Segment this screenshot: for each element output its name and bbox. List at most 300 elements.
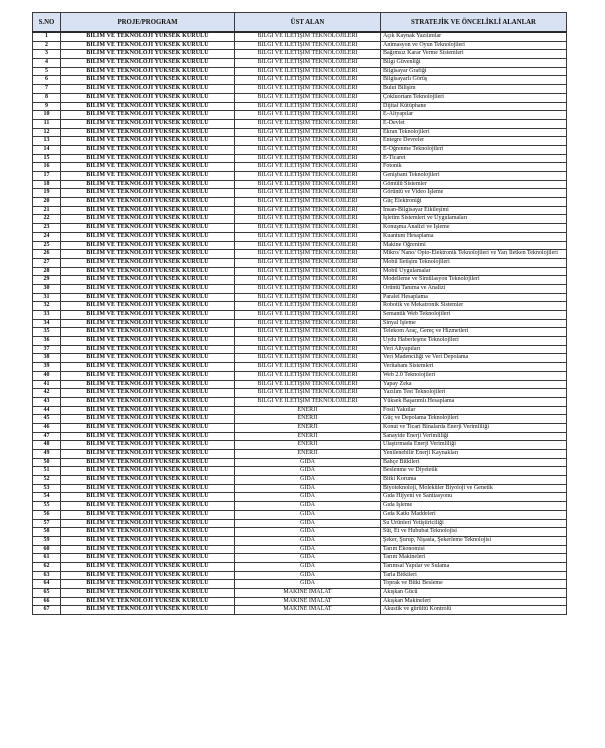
cell-program: BİLİM VE TEKNOLOJİ YÜKSEK KURULU: [61, 484, 235, 493]
cell-ust-alan: BİLGİ VE İLETİŞİM TEKNOLOJİLERİ: [235, 389, 381, 398]
cell-program: BİLİM VE TEKNOLOJİ YÜKSEK KURULU: [61, 528, 235, 537]
cell-ust-alan: BİLGİ VE İLETİŞİM TEKNOLOJİLERİ: [235, 276, 381, 285]
cell-program: BİLİM VE TEKNOLOJİ YÜKSEK KURULU: [61, 589, 235, 598]
cell-ust-alan: GIDA: [235, 571, 381, 580]
cell-ust-alan: GIDA: [235, 536, 381, 545]
table-row: [33, 180, 567, 189]
cell-program: BİLİM VE TEKNOLOJİ YÜKSEK KURULU: [61, 119, 235, 128]
cell-program: BİLİM VE TEKNOLOJİ YÜKSEK KURULU: [61, 137, 235, 146]
cell-stratejik-alan: Su Ürünleri Yetiştiriciliği: [381, 519, 567, 528]
cell-program: BİLİM VE TEKNOLOJİ YÜKSEK KURULU: [61, 111, 235, 120]
cell-stratejik-alan: Tarım Ekonomisi: [381, 545, 567, 554]
cell-stratejik-alan: Sinyal İşleme: [381, 319, 567, 328]
table-row: [33, 328, 567, 337]
cell-ust-alan: BİLGİ VE İLETİŞİM TEKNOLOJİLERİ: [235, 397, 381, 406]
cell-program: BİLİM VE TEKNOLOJİ YÜKSEK KURULU: [61, 41, 235, 50]
header-ust-alan: ÜST ALAN: [235, 13, 381, 33]
cell-ust-alan: BİLGİ VE İLETİŞİM TEKNOLOJİLERİ: [235, 337, 381, 346]
cell-sno: 24: [33, 232, 61, 241]
cell-program: BİLİM VE TEKNOLOJİ YÜKSEK KURULU: [61, 345, 235, 354]
header-sno: S.NO: [33, 13, 61, 33]
cell-sno: 11: [33, 119, 61, 128]
cell-program: BİLİM VE TEKNOLOJİ YÜKSEK KURULU: [61, 536, 235, 545]
cell-ust-alan: BİLGİ VE İLETİŞİM TEKNOLOJİLERİ: [235, 137, 381, 146]
cell-sno: 62: [33, 562, 61, 571]
table-row: [33, 589, 567, 598]
cell-stratejik-alan: Örüntü Tanıma ve Analizi: [381, 284, 567, 293]
cell-sno: 19: [33, 189, 61, 198]
table-row: [33, 441, 567, 450]
table-row: [33, 450, 567, 459]
cell-ust-alan: BİLGİ VE İLETİŞİM TEKNOLOJİLERİ: [235, 41, 381, 50]
cell-stratejik-alan: Akışkan Makineleri: [381, 597, 567, 606]
cell-ust-alan: GIDA: [235, 580, 381, 589]
cell-ust-alan: BİLGİ VE İLETİŞİM TEKNOLOJİLERİ: [235, 224, 381, 233]
table-row: [33, 432, 567, 441]
cell-stratejik-alan: Kuantum Hesaplama: [381, 232, 567, 241]
cell-program: BİLİM VE TEKNOLOJİ YÜKSEK KURULU: [61, 493, 235, 502]
cell-stratejik-alan: Tarım Makineleri: [381, 554, 567, 563]
cell-sno: 56: [33, 510, 61, 519]
cell-stratejik-alan: Gömülü Sistemler: [381, 180, 567, 189]
cell-ust-alan: BİLGİ VE İLETİŞİM TEKNOLOJİLERİ: [235, 172, 381, 181]
cell-program: BİLİM VE TEKNOLOJİ YÜKSEK KURULU: [61, 510, 235, 519]
cell-stratejik-alan: Mobil İletişim Teknolojileri: [381, 258, 567, 267]
table-row: [33, 423, 567, 432]
cell-stratejik-alan: Ulaştırmada Enerji Verimliliği: [381, 441, 567, 450]
cell-ust-alan: BİLGİ VE İLETİŞİM TEKNOLOJİLERİ: [235, 267, 381, 276]
table-row: [33, 41, 567, 50]
cell-sno: 1: [33, 32, 61, 41]
table-row: [33, 206, 567, 215]
cell-stratejik-alan: Çokluortam Teknolojileri: [381, 93, 567, 102]
table-row: [33, 172, 567, 181]
cell-ust-alan: BİLGİ VE İLETİŞİM TEKNOLOJİLERİ: [235, 380, 381, 389]
cell-ust-alan: BİLGİ VE İLETİŞİM TEKNOLOJİLERİ: [235, 319, 381, 328]
cell-sno: 66: [33, 597, 61, 606]
cell-stratejik-alan: Fosil Yakıtlar: [381, 406, 567, 415]
table-row: [33, 302, 567, 311]
cell-ust-alan: GIDA: [235, 519, 381, 528]
table-row: [33, 536, 567, 545]
table-row: [33, 145, 567, 154]
cell-stratejik-alan: Gıda İşleme: [381, 502, 567, 511]
cell-sno: 37: [33, 345, 61, 354]
cell-program: BİLİM VE TEKNOLOJİ YÜKSEK KURULU: [61, 93, 235, 102]
cell-sno: 67: [33, 606, 61, 615]
cell-sno: 17: [33, 172, 61, 181]
cell-stratejik-alan: Beslenme ve Diyetetik: [381, 467, 567, 476]
cell-ust-alan: BİLGİ VE İLETİŞİM TEKNOLOJİLERİ: [235, 163, 381, 172]
table-row: [33, 198, 567, 207]
cell-ust-alan: BİLGİ VE İLETİŞİM TEKNOLOJİLERİ: [235, 293, 381, 302]
cell-ust-alan: GIDA: [235, 554, 381, 563]
cell-sno: 22: [33, 215, 61, 224]
cell-stratejik-alan: Tarla Bitkileri: [381, 571, 567, 580]
cell-sno: 41: [33, 380, 61, 389]
table-header: [33, 13, 567, 33]
header-row: [33, 13, 567, 33]
table-row: [33, 458, 567, 467]
cell-stratejik-alan: Görüntü ve Video İşleme: [381, 189, 567, 198]
cell-ust-alan: BİLGİ VE İLETİŞİM TEKNOLOJİLERİ: [235, 345, 381, 354]
cell-stratejik-alan: İşletim Sistemleri ve Uygulamaları: [381, 215, 567, 224]
table-row: [33, 232, 567, 241]
cell-sno: 50: [33, 458, 61, 467]
cell-sno: 39: [33, 363, 61, 372]
table-row: [33, 85, 567, 94]
cell-program: BİLİM VE TEKNOLOJİ YÜKSEK KURULU: [61, 284, 235, 293]
cell-sno: 26: [33, 250, 61, 259]
cell-program: BİLİM VE TEKNOLOJİ YÜKSEK KURULU: [61, 102, 235, 111]
cell-program: BİLİM VE TEKNOLOJİ YÜKSEK KURULU: [61, 145, 235, 154]
table-row: [33, 32, 567, 41]
cell-program: BİLİM VE TEKNOLOJİ YÜKSEK KURULU: [61, 163, 235, 172]
table-row: [33, 519, 567, 528]
cell-ust-alan: MAKİNE İMALAT: [235, 597, 381, 606]
table-row: [33, 311, 567, 320]
cell-ust-alan: BİLGİ VE İLETİŞİM TEKNOLOJİLERİ: [235, 232, 381, 241]
cell-stratejik-alan: Bilgi Güvenliği: [381, 59, 567, 68]
cell-program: BİLİM VE TEKNOLOJİ YÜKSEK KURULU: [61, 154, 235, 163]
cell-stratejik-alan: Toprak ve Bitki Besleme: [381, 580, 567, 589]
cell-ust-alan: BİLGİ VE İLETİŞİM TEKNOLOJİLERİ: [235, 67, 381, 76]
cell-ust-alan: ENERJİ: [235, 450, 381, 459]
cell-sno: 40: [33, 371, 61, 380]
cell-sno: 12: [33, 128, 61, 137]
header-stratejik: STRATEJİK VE ÖNCELİKLİ ALANLAR: [381, 13, 567, 33]
cell-stratejik-alan: Yapay Zeka: [381, 380, 567, 389]
cell-ust-alan: GIDA: [235, 484, 381, 493]
cell-program: BİLİM VE TEKNOLOJİ YÜKSEK KURULU: [61, 606, 235, 615]
table-row: [33, 258, 567, 267]
cell-sno: 16: [33, 163, 61, 172]
cell-ust-alan: BİLGİ VE İLETİŞİM TEKNOLOJİLERİ: [235, 145, 381, 154]
cell-program: BİLİM VE TEKNOLOJİ YÜKSEK KURULU: [61, 189, 235, 198]
cell-ust-alan: BİLGİ VE İLETİŞİM TEKNOLOJİLERİ: [235, 59, 381, 68]
cell-ust-alan: BİLGİ VE İLETİŞİM TEKNOLOJİLERİ: [235, 198, 381, 207]
cell-sno: 15: [33, 154, 61, 163]
cell-ust-alan: BİLGİ VE İLETİŞİM TEKNOLOJİLERİ: [235, 102, 381, 111]
cell-stratejik-alan: Dijital Kütüphane: [381, 102, 567, 111]
table-row: [33, 397, 567, 406]
cell-ust-alan: BİLGİ VE İLETİŞİM TEKNOLOJİLERİ: [235, 76, 381, 85]
cell-stratejik-alan: Makine Öğrenimi: [381, 241, 567, 250]
cell-ust-alan: GIDA: [235, 510, 381, 519]
table-row: [33, 484, 567, 493]
table-row: [33, 293, 567, 302]
cell-program: BİLİM VE TEKNOLOJİ YÜKSEK KURULU: [61, 397, 235, 406]
cell-ust-alan: GIDA: [235, 476, 381, 485]
cell-sno: 61: [33, 554, 61, 563]
cell-program: BİLİM VE TEKNOLOJİ YÜKSEK KURULU: [61, 519, 235, 528]
table-row: [33, 380, 567, 389]
cell-ust-alan: ENERJİ: [235, 406, 381, 415]
table-row: [33, 606, 567, 615]
cell-stratejik-alan: Web 2.0 Teknolojileri: [381, 371, 567, 380]
header-program: PROJE/PROGRAM: [61, 13, 235, 33]
table-row: [33, 50, 567, 59]
table-row: [33, 406, 567, 415]
cell-program: BİLİM VE TEKNOLOJİ YÜKSEK KURULU: [61, 67, 235, 76]
cell-stratejik-alan: Semantik Web Teknolojileri: [381, 311, 567, 320]
priority-areas-table: [32, 12, 567, 615]
cell-sno: 60: [33, 545, 61, 554]
cell-stratejik-alan: Bilgisayarlı Görüş: [381, 76, 567, 85]
cell-sno: 5: [33, 67, 61, 76]
cell-stratejik-alan: E-Ticaret: [381, 154, 567, 163]
cell-program: BİLİM VE TEKNOLOJİ YÜKSEK KURULU: [61, 545, 235, 554]
cell-stratejik-alan: Ekran Teknolojileri: [381, 128, 567, 137]
cell-stratejik-alan: Biyoteknoloji, Moleküler Biyoloji ve Genetik: [381, 484, 567, 493]
cell-stratejik-alan: Konuşma Analizi ve İşleme: [381, 224, 567, 233]
table-row: [33, 128, 567, 137]
cell-program: BİLİM VE TEKNOLOJİ YÜKSEK KURULU: [61, 380, 235, 389]
cell-stratejik-alan: Bilgisayar Grafiği: [381, 67, 567, 76]
cell-program: BİLİM VE TEKNOLOJİ YÜKSEK KURULU: [61, 180, 235, 189]
cell-sno: 44: [33, 406, 61, 415]
cell-ust-alan: BİLGİ VE İLETİŞİM TEKNOLOJİLERİ: [235, 206, 381, 215]
cell-ust-alan: BİLGİ VE İLETİŞİM TEKNOLOJİLERİ: [235, 363, 381, 372]
cell-ust-alan: BİLGİ VE İLETİŞİM TEKNOLOJİLERİ: [235, 180, 381, 189]
cell-sno: 35: [33, 328, 61, 337]
cell-stratejik-alan: Paralel Hesaplama: [381, 293, 567, 302]
cell-ust-alan: BİLGİ VE İLETİŞİM TEKNOLOJİLERİ: [235, 93, 381, 102]
table-row: [33, 389, 567, 398]
cell-stratejik-alan: Akışkan Gücü: [381, 589, 567, 598]
cell-sno: 30: [33, 284, 61, 293]
cell-stratejik-alan: Konut ve Ticari Binalarda Enerji Verimliliği: [381, 423, 567, 432]
cell-stratejik-alan: Yazılım Test Teknolojileri: [381, 389, 567, 398]
table-row: [33, 241, 567, 250]
table-row: [33, 528, 567, 537]
cell-stratejik-alan: Yenilenebilir Enerji Kaynakları: [381, 450, 567, 459]
cell-ust-alan: BİLGİ VE İLETİŞİM TEKNOLOJİLERİ: [235, 50, 381, 59]
cell-stratejik-alan: Entegre Devreler: [381, 137, 567, 146]
cell-stratejik-alan: Bulut Bilişim: [381, 85, 567, 94]
cell-stratejik-alan: Modelleme ve Simülasyon Teknolojileri: [381, 276, 567, 285]
cell-stratejik-alan: Uydu Haberleşme Teknolojileri: [381, 337, 567, 346]
cell-ust-alan: GIDA: [235, 502, 381, 511]
table-row: [33, 319, 567, 328]
cell-stratejik-alan: Veritabanı Sistemleri: [381, 363, 567, 372]
table-row: [33, 363, 567, 372]
cell-program: BİLİM VE TEKNOLOJİ YÜKSEK KURULU: [61, 311, 235, 320]
cell-ust-alan: BİLGİ VE İLETİŞİM TEKNOLOJİLERİ: [235, 111, 381, 120]
cell-sno: 21: [33, 206, 61, 215]
cell-program: BİLİM VE TEKNOLOJİ YÜKSEK KURULU: [61, 441, 235, 450]
cell-ust-alan: GIDA: [235, 458, 381, 467]
cell-stratejik-alan: Sanayide Enerji Verimliliği: [381, 432, 567, 441]
cell-program: BİLİM VE TEKNOLOJİ YÜKSEK KURULU: [61, 232, 235, 241]
cell-ust-alan: BİLGİ VE İLETİŞİM TEKNOLOJİLERİ: [235, 189, 381, 198]
cell-stratejik-alan: Veri Madenciliği ve Veri Depolama: [381, 354, 567, 363]
cell-sno: 14: [33, 145, 61, 154]
cell-program: BİLİM VE TEKNOLOJİ YÜKSEK KURULU: [61, 128, 235, 137]
table-row: [33, 76, 567, 85]
cell-stratejik-alan: Süt, Et ve Hububat Teknolojisi: [381, 528, 567, 537]
cell-sno: 48: [33, 441, 61, 450]
cell-sno: 59: [33, 536, 61, 545]
cell-program: BİLİM VE TEKNOLOJİ YÜKSEK KURULU: [61, 354, 235, 363]
cell-sno: 51: [33, 467, 61, 476]
table-body: [33, 32, 567, 615]
cell-sno: 10: [33, 111, 61, 120]
table-row: [33, 67, 567, 76]
cell-program: BİLİM VE TEKNOLOJİ YÜKSEK KURULU: [61, 258, 235, 267]
cell-sno: 18: [33, 180, 61, 189]
table-row: [33, 284, 567, 293]
table-row: [33, 371, 567, 380]
table-row: [33, 119, 567, 128]
cell-program: BİLİM VE TEKNOLOJİ YÜKSEK KURULU: [61, 206, 235, 215]
cell-ust-alan: BİLGİ VE İLETİŞİM TEKNOLOJİLERİ: [235, 302, 381, 311]
cell-sno: 57: [33, 519, 61, 528]
cell-stratejik-alan: İnsan-Bilgisayar Etkileşimi: [381, 206, 567, 215]
cell-ust-alan: BİLGİ VE İLETİŞİM TEKNOLOJİLERİ: [235, 258, 381, 267]
cell-program: BİLİM VE TEKNOLOJİ YÜKSEK KURULU: [61, 571, 235, 580]
cell-program: BİLİM VE TEKNOLOJİ YÜKSEK KURULU: [61, 319, 235, 328]
cell-sno: 6: [33, 76, 61, 85]
cell-stratejik-alan: Mobil Uygulamalar: [381, 267, 567, 276]
cell-sno: 3: [33, 50, 61, 59]
cell-program: BİLİM VE TEKNOLOJİ YÜKSEK KURULU: [61, 502, 235, 511]
cell-stratejik-alan: E-Altyapılar: [381, 111, 567, 120]
cell-stratejik-alan: Gıda Katkı Maddeleri: [381, 510, 567, 519]
cell-program: BİLİM VE TEKNOLOJİ YÜKSEK KURULU: [61, 59, 235, 68]
cell-program: BİLİM VE TEKNOLOJİ YÜKSEK KURULU: [61, 32, 235, 41]
cell-sno: 28: [33, 267, 61, 276]
table-row: [33, 163, 567, 172]
cell-ust-alan: BİLGİ VE İLETİŞİM TEKNOLOJİLERİ: [235, 241, 381, 250]
table-row: [33, 154, 567, 163]
cell-stratejik-alan: Güç Elektroniği: [381, 198, 567, 207]
cell-stratejik-alan: Fotonik: [381, 163, 567, 172]
cell-stratejik-alan: Robotik ve Mekatronik Sistemler: [381, 302, 567, 311]
cell-stratejik-alan: Şeker, Şurup, Nişasta, Şekerleme Teknolojisi: [381, 536, 567, 545]
cell-ust-alan: MAKİNE İMALAT: [235, 589, 381, 598]
cell-sno: 29: [33, 276, 61, 285]
cell-stratejik-alan: Yüksek Başarımlı Hesaplama: [381, 397, 567, 406]
cell-sno: 45: [33, 415, 61, 424]
cell-sno: 27: [33, 258, 61, 267]
cell-sno: 36: [33, 337, 61, 346]
cell-ust-alan: ENERJİ: [235, 423, 381, 432]
cell-program: BİLİM VE TEKNOLOJİ YÜKSEK KURULU: [61, 224, 235, 233]
table-row: [33, 502, 567, 511]
cell-stratejik-alan: Animasyon ve Oyun Teknolojileri: [381, 41, 567, 50]
cell-ust-alan: BİLGİ VE İLETİŞİM TEKNOLOJİLERİ: [235, 284, 381, 293]
table-row: [33, 510, 567, 519]
table-row: [33, 415, 567, 424]
table-row: [33, 493, 567, 502]
cell-stratejik-alan: Bahçe Bitkileri: [381, 458, 567, 467]
cell-sno: 54: [33, 493, 61, 502]
cell-sno: 46: [33, 423, 61, 432]
cell-stratejik-alan: E-Devlet: [381, 119, 567, 128]
cell-stratejik-alan: Mikro/ Nano/ Opto-Elektronik Teknolojileri ve Yarı İletken Teknolojileri: [381, 250, 567, 259]
cell-ust-alan: BİLGİ VE İLETİŞİM TEKNOLOJİLERİ: [235, 128, 381, 137]
cell-sno: 2: [33, 41, 61, 50]
cell-program: BİLİM VE TEKNOLOJİ YÜKSEK KURULU: [61, 597, 235, 606]
table-row: [33, 250, 567, 259]
cell-stratejik-alan: Telekom Araç, Gereç ve Hizmetleri: [381, 328, 567, 337]
cell-ust-alan: ENERJİ: [235, 432, 381, 441]
cell-stratejik-alan: Güç ve Depolama Teknolojileri: [381, 415, 567, 424]
cell-program: BİLİM VE TEKNOLOJİ YÜKSEK KURULU: [61, 76, 235, 85]
cell-sno: 34: [33, 319, 61, 328]
cell-ust-alan: BİLGİ VE İLETİŞİM TEKNOLOJİLERİ: [235, 328, 381, 337]
table-row: [33, 215, 567, 224]
table-row: [33, 580, 567, 589]
table-row: [33, 276, 567, 285]
cell-sno: 49: [33, 450, 61, 459]
cell-ust-alan: GIDA: [235, 528, 381, 537]
cell-program: BİLİM VE TEKNOLOJİ YÜKSEK KURULU: [61, 450, 235, 459]
cell-program: BİLİM VE TEKNOLOJİ YÜKSEK KURULU: [61, 328, 235, 337]
cell-program: BİLİM VE TEKNOLOJİ YÜKSEK KURULU: [61, 467, 235, 476]
cell-ust-alan: BİLGİ VE İLETİŞİM TEKNOLOJİLERİ: [235, 119, 381, 128]
cell-sno: 52: [33, 476, 61, 485]
cell-sno: 9: [33, 102, 61, 111]
cell-program: BİLİM VE TEKNOLOJİ YÜKSEK KURULU: [61, 198, 235, 207]
cell-program: BİLİM VE TEKNOLOJİ YÜKSEK KURULU: [61, 241, 235, 250]
table-row: [33, 571, 567, 580]
cell-program: BİLİM VE TEKNOLOJİ YÜKSEK KURULU: [61, 363, 235, 372]
cell-ust-alan: GIDA: [235, 467, 381, 476]
table-row: [33, 345, 567, 354]
cell-ust-alan: BİLGİ VE İLETİŞİM TEKNOLOJİLERİ: [235, 354, 381, 363]
cell-sno: 25: [33, 241, 61, 250]
table-row: [33, 545, 567, 554]
cell-ust-alan: BİLGİ VE İLETİŞİM TEKNOLOJİLERİ: [235, 215, 381, 224]
cell-sno: 23: [33, 224, 61, 233]
cell-stratejik-alan: Tarımsal Yapılar ve Sulama: [381, 562, 567, 571]
cell-program: BİLİM VE TEKNOLOJİ YÜKSEK KURULU: [61, 562, 235, 571]
cell-sno: 8: [33, 93, 61, 102]
cell-sno: 42: [33, 389, 61, 398]
cell-ust-alan: BİLGİ VE İLETİŞİM TEKNOLOJİLERİ: [235, 250, 381, 259]
table-row: [33, 467, 567, 476]
cell-ust-alan: GIDA: [235, 562, 381, 571]
table-row: [33, 189, 567, 198]
cell-ust-alan: MAKİNE İMALAT: [235, 606, 381, 615]
table-row: [33, 554, 567, 563]
cell-ust-alan: GIDA: [235, 545, 381, 554]
cell-program: BİLİM VE TEKNOLOJİ YÜKSEK KURULU: [61, 476, 235, 485]
table-row: [33, 93, 567, 102]
cell-program: BİLİM VE TEKNOLOJİ YÜKSEK KURULU: [61, 423, 235, 432]
cell-program: BİLİM VE TEKNOLOJİ YÜKSEK KURULU: [61, 371, 235, 380]
cell-program: BİLİM VE TEKNOLOJİ YÜKSEK KURULU: [61, 172, 235, 181]
cell-sno: 7: [33, 85, 61, 94]
cell-stratejik-alan: E-Öğrenme Teknolojileri: [381, 145, 567, 154]
table-row: [33, 59, 567, 68]
cell-program: BİLİM VE TEKNOLOJİ YÜKSEK KURULU: [61, 554, 235, 563]
cell-program: BİLİM VE TEKNOLOJİ YÜKSEK KURULU: [61, 215, 235, 224]
cell-program: BİLİM VE TEKNOLOJİ YÜKSEK KURULU: [61, 580, 235, 589]
table-row: [33, 111, 567, 120]
cell-program: BİLİM VE TEKNOLOJİ YÜKSEK KURULU: [61, 276, 235, 285]
table-row: [33, 267, 567, 276]
cell-program: BİLİM VE TEKNOLOJİ YÜKSEK KURULU: [61, 267, 235, 276]
cell-sno: 63: [33, 571, 61, 580]
cell-sno: 43: [33, 397, 61, 406]
cell-program: BİLİM VE TEKNOLOJİ YÜKSEK KURULU: [61, 293, 235, 302]
cell-ust-alan: GIDA: [235, 493, 381, 502]
cell-program: BİLİM VE TEKNOLOJİ YÜKSEK KURULU: [61, 389, 235, 398]
table-row: [33, 562, 567, 571]
